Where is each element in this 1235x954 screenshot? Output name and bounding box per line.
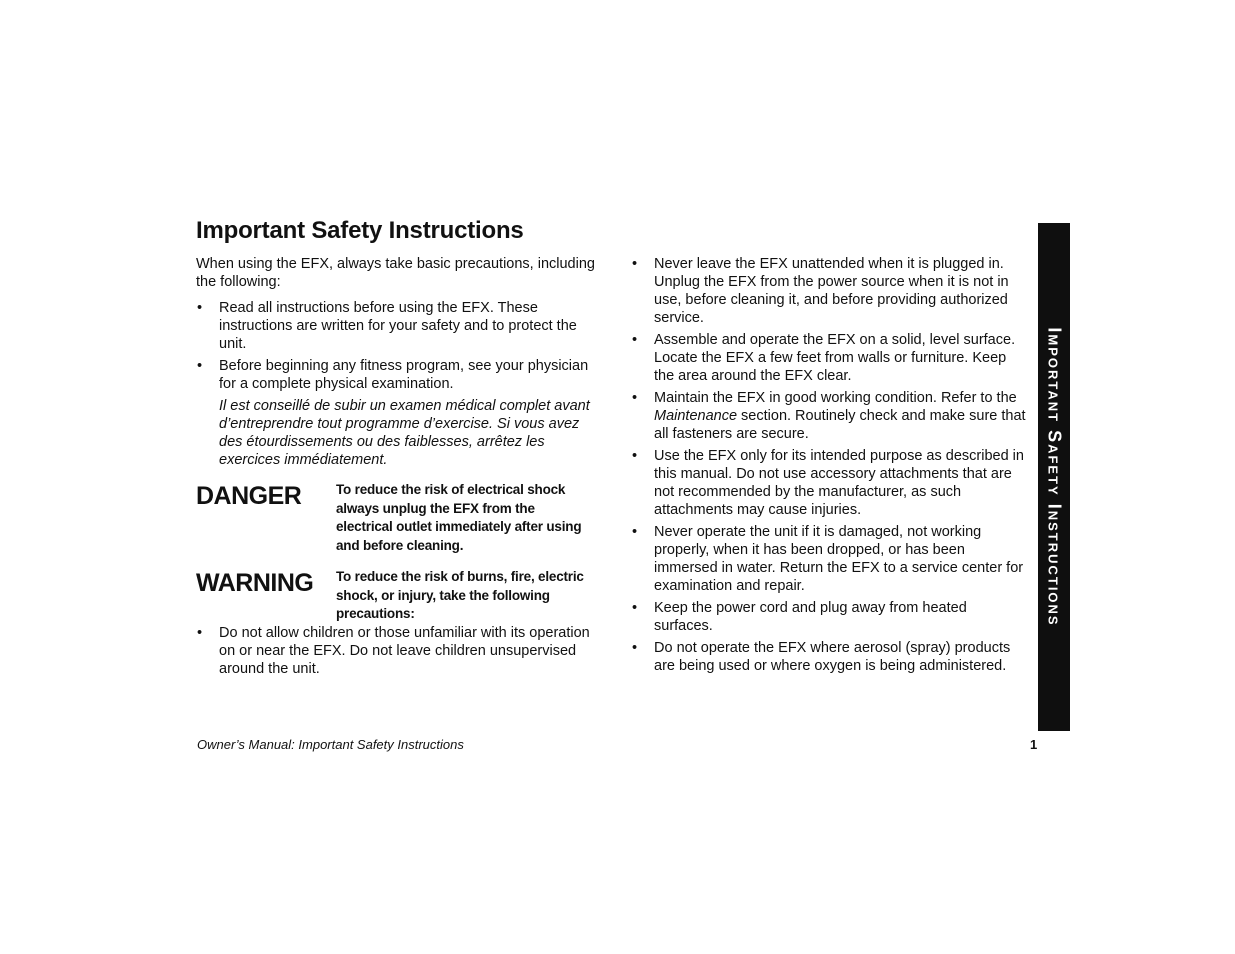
danger-text: To reduce the risk of electrical shock always unplug the EFX from the electrical outlet immediately after using and before cleaning. [336, 482, 582, 554]
footer-title: Owner’s Manual: Important Safety Instructions [197, 737, 464, 752]
list-item: • Read all instructions before using the EFX. These instructions are written for your safety and to protect the unit. [196, 299, 596, 353]
french-note: Il est conseillé de subir un examen médical complet avant d’entreprendre tout programme d’exercise. Si vous avez des étourdissements ou des faiblesses, arrêtez les exercices immédiatement. [219, 398, 590, 468]
list-item: • Do not operate the EFX where aerosol (spray) products are being used or where oxygen is being administered. [631, 639, 1026, 675]
danger-label: DANGER [196, 482, 302, 510]
right-column [631, 255, 1026, 679]
list-item [631, 389, 1026, 443]
page-number: 1 [1030, 737, 1038, 752]
list-item: • Keep the power cord and plug away from heated surfaces. [631, 599, 1026, 635]
left-bullet-list-2 [196, 624, 596, 678]
intro-text: When using the EFX, always take basic precautions, including the following: [196, 256, 595, 290]
list-item: • Never operate the unit if it is damaged, not working properly, when it has been dropped, or has been immersed in water. Return the EFX to a service center for examination and repair. [631, 523, 1026, 595]
warning-text: To reduce the risk of burns, fire, electric shock, or injury, take the following precautions: [336, 568, 584, 622]
danger-notice [196, 481, 596, 556]
warning-notice [196, 568, 596, 624]
maintain-text-after: section. Routinely check and make sure that all fasteners are secure. [654, 408, 1026, 442]
list-item: • Before beginning any fitness program, see your physician for a complete physical examination. [196, 357, 596, 393]
right-bullet-list [631, 255, 1026, 675]
page-title: Important Safety Instructions [196, 217, 524, 244]
warning-label: WARNING [196, 568, 314, 597]
list-item: • Never leave the EFX unattended when it is plugged in. Unplug the EFX from the power source when it is not in use, before cleaning it, and before providing authorized service. [631, 255, 1026, 327]
section-tab-label: Important Safety Instructions [1044, 327, 1065, 627]
list-item: • Assemble and operate the EFX on a solid, level surface. Locate the EFX a few feet from walls or furniture. Keep the area around the EFX clear. [631, 331, 1026, 385]
list-item: • Do not allow children or those unfamiliar with its operation on or near the EFX. Do not leave children unsupervised around the unit. [196, 624, 596, 678]
list-item: • Use the EFX only for its intended purpose as described in this manual. Do not use accessory attachments that are not recommended by the manufacturer, as such attachments may cause injuries. [631, 447, 1026, 519]
section-tab [1038, 223, 1070, 731]
left-bullet-list [196, 299, 596, 393]
maintain-text-before: Maintain the EFX in good working condition. Refer to the [654, 390, 1017, 406]
maintenance-link-text: Maintenance [654, 408, 738, 424]
left-column [196, 255, 596, 682]
